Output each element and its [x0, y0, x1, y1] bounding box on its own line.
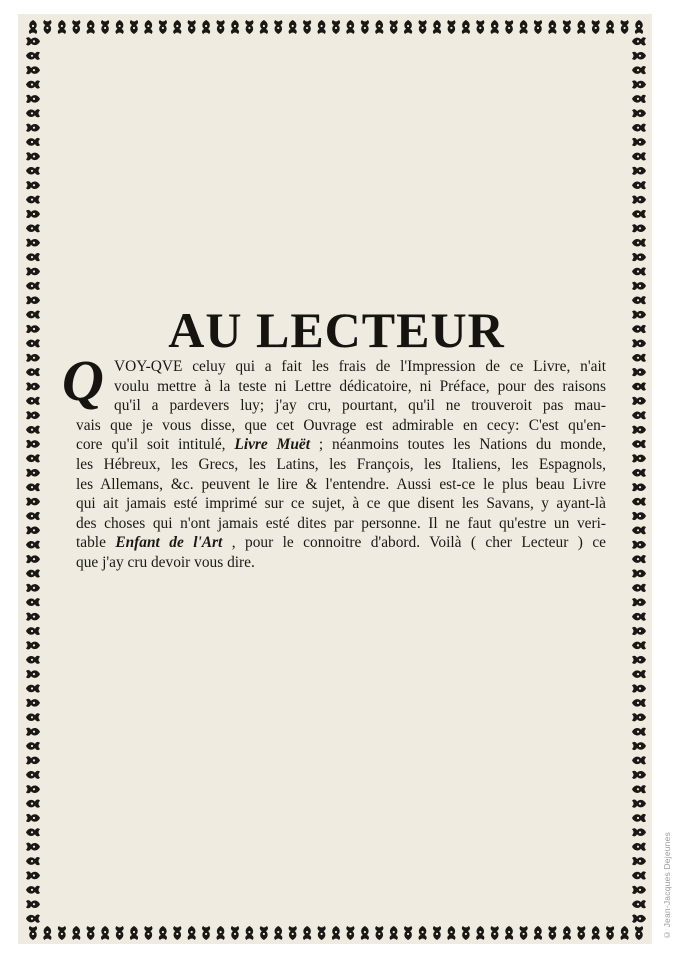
drop-cap: Q [62, 348, 104, 413]
text-line-9: des choses qui n'ont jamais esté dites par personne. Il ne faut qu'estre un veri- [76, 514, 606, 532]
fleuron-46 [361, 20, 369, 34]
fleuron-82 [621, 20, 629, 34]
fleuron-100 [26, 138, 40, 146]
fleuron-52 [404, 20, 412, 34]
text-line-5-start: core qu'il soit intitulé, [76, 436, 235, 454]
fleuron-92 [26, 80, 40, 88]
fleuron-67 [505, 926, 513, 940]
fleuron-146 [26, 469, 40, 477]
fleuron-143 [632, 440, 646, 448]
fleuron-201 [632, 857, 646, 865]
fleuron-9 [87, 926, 95, 940]
fleuron-79 [592, 926, 600, 940]
fleuron-17 [144, 926, 152, 940]
fleuron-43 [332, 926, 340, 940]
fleuron-161 [632, 569, 646, 577]
fleuron-11 [101, 926, 109, 940]
fleuron-109 [632, 196, 646, 204]
fleuron-72 [548, 20, 556, 34]
fleuron-187 [632, 756, 646, 764]
fleuron-121 [632, 282, 646, 290]
fleuron-29 [231, 926, 239, 940]
fleuron-28 [231, 20, 239, 34]
fleuron-74 [563, 20, 571, 34]
italic-enfant-de-l-art: Enfant de l'Art [115, 534, 223, 552]
fleuron-180 [26, 713, 40, 721]
fleuron-54 [419, 20, 427, 34]
fleuron-138 [26, 411, 40, 419]
fleuron-209 [632, 915, 646, 923]
fleuron-44 [346, 20, 354, 34]
fleuron-62 [476, 20, 484, 34]
fleuron-94 [26, 95, 40, 103]
fleuron-98 [26, 124, 40, 132]
fleuron-55 [419, 926, 427, 940]
fleuron-103 [632, 152, 646, 160]
fleuron-58 [447, 20, 455, 34]
fleuron-12 [116, 20, 124, 34]
fleuron-104 [26, 167, 40, 175]
fleuron-20 [173, 20, 181, 34]
fleuron-185 [632, 742, 646, 750]
fleuron-70 [534, 20, 542, 34]
text-line-1: VOY-QVE celuy qui a fait les frais de l'Impression de ce Livre, n'ait [114, 358, 606, 375]
fleuron-148 [26, 483, 40, 491]
fleuron-4 [58, 20, 66, 34]
fleuron-183 [632, 728, 646, 736]
fleuron-25 [202, 926, 210, 940]
fleuron-23 [188, 926, 196, 940]
fleuron-38 [303, 20, 311, 34]
fleuron-160 [26, 569, 40, 577]
fleuron-95 [632, 95, 646, 103]
fleuron-137 [632, 397, 646, 405]
photo-credit: © Jean-Jacques Dejeunes [662, 832, 672, 941]
fleuron-48 [375, 20, 383, 34]
fleuron-21 [173, 926, 181, 940]
fleuron-16 [144, 20, 152, 34]
text-line-2: voulu mettre à la teste ni Lettre dédicatoire, ni Préface, pour des raisons [114, 377, 606, 395]
fleuron-76 [577, 20, 585, 34]
fleuron-7 [72, 926, 80, 940]
fleuron-83 [621, 926, 629, 940]
text-line-10 [76, 533, 606, 553]
fleuron-68 [520, 20, 528, 34]
fleuron-202 [26, 871, 40, 879]
fleuron-27 [217, 926, 225, 940]
fleuron-158 [26, 555, 40, 563]
fleuron-3 [43, 926, 51, 940]
fleuron-13 [116, 926, 124, 940]
fleuron-18 [159, 20, 167, 34]
fleuron-63 [476, 926, 484, 940]
fleuron-173 [632, 656, 646, 664]
fleuron-40 [318, 20, 326, 34]
fleuron-203 [632, 871, 646, 879]
fleuron-47 [361, 926, 369, 940]
fleuron-145 [632, 454, 646, 462]
fleuron-75 [563, 926, 571, 940]
fleuron-208 [26, 915, 40, 923]
fleuron-78 [592, 20, 600, 34]
fleuron-32 [260, 20, 268, 34]
fleuron-163 [632, 584, 646, 592]
fleuron-66 [505, 20, 513, 34]
fleuron-77 [577, 926, 585, 940]
fleuron-45 [346, 926, 354, 940]
fleuron-53 [404, 926, 412, 940]
fleuron-57 [433, 926, 441, 940]
fleuron-157 [632, 541, 646, 549]
fleuron-191 [632, 785, 646, 793]
page-title: AU LECTEUR [168, 302, 505, 358]
fleuron-6 [72, 20, 80, 34]
fleuron-118 [26, 267, 40, 275]
fleuron-73 [548, 926, 556, 940]
fleuron-141 [632, 426, 646, 434]
fleuron-107 [632, 181, 646, 189]
fleuron-192 [26, 800, 40, 808]
fleuron-176 [26, 684, 40, 692]
fleuron-190 [26, 785, 40, 793]
fleuron-159 [632, 555, 646, 563]
text-line-10-end: , pour le connoitre d'abord. Voilà ( cher Lecteur ) ce [222, 534, 606, 552]
fleuron-108 [26, 196, 40, 204]
fleuron-90 [26, 66, 40, 74]
fleuron-87 [632, 37, 646, 45]
fleuron-37 [289, 926, 297, 940]
fleuron-150 [26, 498, 40, 506]
fleuron-114 [26, 239, 40, 247]
text-line-8: qui ait jamais esté imprimé sur ce sujet, à ce que disent les Savans, y ayant-là [76, 495, 606, 513]
fleuron-111 [632, 210, 646, 218]
fleuron-88 [26, 52, 40, 60]
fleuron-184 [26, 742, 40, 750]
fleuron-71 [534, 926, 542, 940]
fleuron-170 [26, 641, 40, 649]
fleuron-51 [390, 926, 398, 940]
fleuron-30 [245, 20, 253, 34]
fleuron-207 [632, 900, 646, 908]
fleuron-93 [632, 80, 646, 88]
fleuron-1 [29, 926, 37, 940]
fleuron-198 [26, 843, 40, 851]
fleuron-5 [58, 926, 66, 940]
fleuron-196 [26, 828, 40, 836]
fleuron-166 [26, 613, 40, 621]
fleuron-36 [289, 20, 297, 34]
fleuron-162 [26, 584, 40, 592]
fleuron-102 [26, 152, 40, 160]
fleuron-81 [606, 926, 614, 940]
fleuron-188 [26, 771, 40, 779]
fleuron-140 [26, 426, 40, 434]
fleuron-19 [159, 926, 167, 940]
fleuron-172 [26, 656, 40, 664]
fleuron-101 [632, 138, 646, 146]
fleuron-39 [303, 926, 311, 940]
fleuron-89 [632, 52, 646, 60]
fleuron-177 [632, 684, 646, 692]
fleuron-49 [375, 926, 383, 940]
fleuron-136 [26, 397, 40, 405]
body-paragraph [76, 357, 606, 573]
fleuron-116 [26, 253, 40, 261]
fleuron-35 [274, 926, 282, 940]
fleuron-85 [635, 926, 643, 940]
text-line-6: les Hébreux, les Grecs, les Latins, les François, les Italiens, les Espagnols, [76, 455, 606, 473]
fleuron-149 [632, 483, 646, 491]
text-line-7: les Allemans, &c. peuvent le lire & l'entendre. Aussi est-ce le plus beau Livre [76, 475, 606, 493]
fleuron-147 [632, 469, 646, 477]
fleuron-10 [101, 20, 109, 34]
fleuron-97 [632, 109, 646, 117]
fleuron-84 [635, 20, 643, 34]
fleuron-64 [491, 20, 499, 34]
fleuron-112 [26, 224, 40, 232]
fleuron-65 [491, 926, 499, 940]
fleuron-152 [26, 512, 40, 520]
fleuron-133 [632, 368, 646, 376]
fleuron-193 [632, 800, 646, 808]
fleuron-69 [520, 926, 528, 940]
fleuron-206 [26, 900, 40, 908]
fleuron-0 [29, 20, 37, 34]
fleuron-182 [26, 728, 40, 736]
fleuron-204 [26, 886, 40, 894]
fleuron-165 [632, 598, 646, 606]
fleuron-134 [26, 382, 40, 390]
fleuron-115 [632, 239, 646, 247]
fleuron-86 [26, 37, 40, 45]
fleuron-2 [43, 20, 51, 34]
fleuron-91 [632, 66, 646, 74]
fleuron-41 [318, 926, 326, 940]
text-line-5-end: ; néanmoins toutes les Nations du monde, [310, 436, 607, 454]
fleuron-178 [26, 699, 40, 707]
fleuron-169 [632, 627, 646, 635]
fleuron-175 [632, 670, 646, 678]
fleuron-205 [632, 886, 646, 894]
text-line-3: qu'il a pardevers luy; j'ay cru, pourtant, qu'il ne trouveroit pas mau- [114, 397, 606, 415]
fleuron-153 [632, 512, 646, 520]
fleuron-197 [632, 828, 646, 836]
fleuron-8 [87, 20, 95, 34]
fleuron-59 [447, 926, 455, 940]
fleuron-26 [217, 20, 225, 34]
fleuron-142 [26, 440, 40, 448]
fleuron-96 [26, 109, 40, 117]
fleuron-80 [606, 20, 614, 34]
fleuron-186 [26, 756, 40, 764]
fleuron-194 [26, 814, 40, 822]
fleuron-99 [632, 124, 646, 132]
fleuron-15 [130, 926, 138, 940]
fleuron-164 [26, 598, 40, 606]
fleuron-200 [26, 857, 40, 865]
fleuron-105 [632, 167, 646, 175]
fleuron-106 [26, 181, 40, 189]
fleuron-119 [632, 267, 646, 275]
text-line-5 [76, 435, 606, 455]
text-line-4: vais que je vous disse, que cet Ouvrage est admirable en cecy: C'est qu'en- [76, 416, 606, 434]
fleuron-155 [632, 526, 646, 534]
fleuron-181 [632, 713, 646, 721]
fleuron-189 [632, 771, 646, 779]
fleuron-60 [462, 20, 470, 34]
fleuron-110 [26, 210, 40, 218]
fleuron-61 [462, 926, 470, 940]
fleuron-179 [632, 699, 646, 707]
fleuron-168 [26, 627, 40, 635]
fleuron-144 [26, 454, 40, 462]
fleuron-113 [632, 224, 646, 232]
fleuron-42 [332, 20, 340, 34]
fleuron-174 [26, 670, 40, 678]
fleuron-171 [632, 641, 646, 649]
fleuron-132 [26, 368, 40, 376]
fleuron-50 [390, 20, 398, 34]
fleuron-24 [202, 20, 210, 34]
text-line-10-start: table [76, 534, 116, 552]
fleuron-135 [632, 382, 646, 390]
fleuron-117 [632, 253, 646, 261]
fleuron-167 [632, 613, 646, 621]
fleuron-14 [130, 20, 138, 34]
fleuron-199 [632, 843, 646, 851]
fleuron-139 [632, 411, 646, 419]
fleuron-195 [632, 814, 646, 822]
fleuron-56 [433, 20, 441, 34]
fleuron-154 [26, 526, 40, 534]
fleuron-22 [188, 20, 196, 34]
italic-title-livre-muet: Livre Muët [234, 436, 310, 454]
fleuron-151 [632, 498, 646, 506]
fleuron-33 [260, 926, 268, 940]
fleuron-31 [245, 926, 253, 940]
fleuron-120 [26, 282, 40, 290]
text-line-11: que j'ay cru devoir vous dire. [76, 553, 255, 571]
fleuron-156 [26, 541, 40, 549]
fleuron-34 [274, 20, 282, 34]
